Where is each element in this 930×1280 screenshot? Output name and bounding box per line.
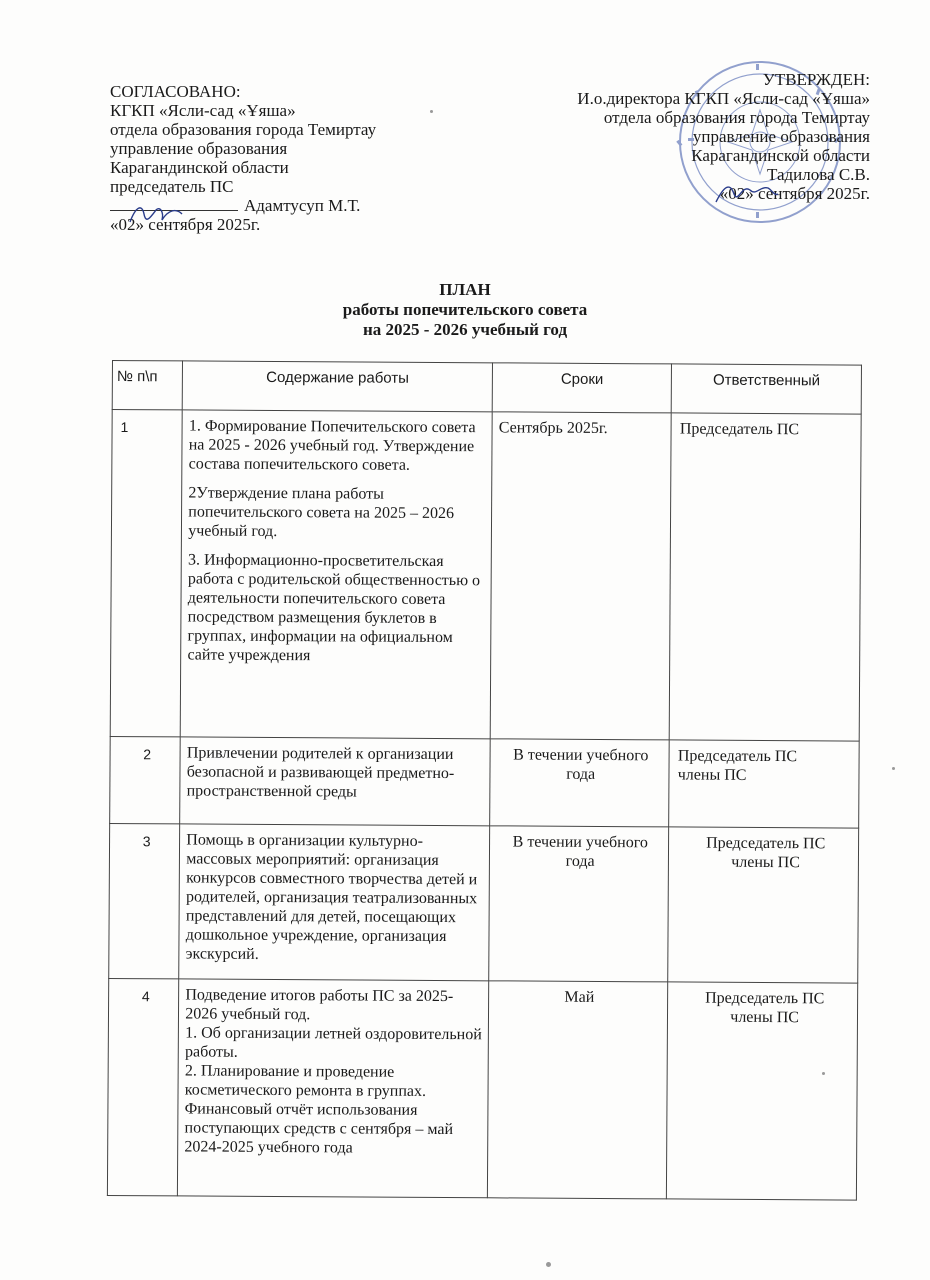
row-content — [178, 979, 489, 1198]
agreed-line: председатель ПС — [110, 177, 234, 196]
approved-signer: Тадилова С.В. — [766, 165, 870, 184]
agreed-block — [110, 82, 440, 234]
responsible-line: Председатель ПС — [679, 420, 800, 439]
table-row — [110, 736, 860, 828]
content-paragraph: Привлечении родителей к организации безопасной и развивающей предметно-пространственной среды — [186, 744, 455, 801]
plan-table — [107, 360, 862, 1201]
approved-date: «02» сентября 2025г. — [719, 184, 870, 203]
row-responsible — [668, 827, 859, 983]
scan-speck — [822, 1072, 825, 1075]
content-paragraph: 2. Планирование и проведение косметического ремонта в группах. — [184, 1062, 427, 1100]
scan-speck — [430, 110, 433, 113]
row-content — [179, 824, 490, 981]
approved-line: управление образования — [692, 127, 870, 146]
signature-line — [110, 196, 238, 211]
responsible-line: члены ПС — [731, 853, 800, 872]
table-row — [110, 410, 861, 742]
row-deadline: В течении учебного года — [489, 826, 669, 982]
agreed-signer: Адамтусуп М.Т. — [244, 196, 361, 215]
agreed-line: отдела образования города Темиртау — [110, 120, 377, 139]
approved-heading: УТВЕРЖДЕН: — [762, 70, 870, 89]
approved-block — [510, 70, 870, 203]
responsible-line: члены ПС — [730, 1008, 800, 1027]
header-number: № п\п — [112, 361, 183, 410]
header-responsible: Ответственный — [671, 364, 861, 414]
content-paragraph: Финансовый отчёт использования поступающих средств с сентября – май 2024-2025 учебного года — [184, 1100, 454, 1157]
content-paragraph: 1. Об организации летней оздоровительной работы. — [184, 1024, 482, 1061]
row-responsible — [667, 982, 858, 1200]
agreed-heading: СОГЛАСОВАНО: — [110, 82, 241, 101]
header-content: Содержание работы — [182, 361, 492, 412]
row-deadline: В течении учебного года — [490, 739, 670, 827]
agreed-signer-line — [110, 196, 440, 215]
row-number: 1 — [110, 410, 182, 737]
scan-speck — [546, 1262, 551, 1267]
content-paragraph: Помощь в организации культурно-массовых мероприятий: организация конкурсов совместного творчества детей и родителей, организация театрализованных представлений для детей, посещающих дошкольное учреждение, организация экскурсий. — [185, 831, 478, 963]
row-number: 3 — [109, 823, 180, 978]
responsible-line: Председатель ПС — [706, 834, 826, 853]
scan-speck — [892, 767, 895, 770]
approved-line: Карагандинской области — [691, 146, 870, 165]
table-row — [109, 823, 859, 983]
header-deadline: Сроки — [492, 363, 671, 413]
row-deadline: Сентябрь 2025г. — [490, 412, 671, 740]
approved-line: И.о.директора КГКП «Ясли-сад «Ұяша» — [577, 89, 870, 108]
table-header-row — [112, 361, 861, 415]
approved-line: отдела образования города Темиртау — [603, 108, 870, 127]
responsible-line: члены ПС — [677, 766, 747, 784]
content-paragraph: 1. Формирование Попечительского совета на 2025 - 2026 учебный год. Утверждение состава попечительского совета. — [188, 417, 476, 474]
content-paragraph: 3. Информационно-просветительская работа с родительской общественностью о деятельности попечительского совета посредством размещения буклетов в группах, информации на официальном сайте учреждения — [187, 551, 481, 665]
row-deadline: Май — [488, 981, 668, 1199]
responsible-line: Председатель ПС — [705, 989, 825, 1008]
table-row — [107, 978, 857, 1200]
title-line: работы попечительского совета — [342, 300, 588, 319]
agreed-date: «02» сентября 2025г. — [110, 215, 261, 234]
row-responsible — [669, 413, 861, 741]
row-responsible — [669, 740, 859, 828]
content-paragraph: 2Утверждение плана работы попечительского совета на 2025 – 2026 учебный год. — [188, 484, 455, 541]
title-line: ПЛАН — [439, 280, 491, 299]
agreed-line: Карагандинской области — [110, 158, 289, 177]
title-line: на 2025 - 2026 учебный год — [362, 320, 568, 339]
responsible-line: Председатель ПС — [677, 747, 798, 766]
agreed-line: управление образования — [110, 139, 288, 158]
row-number: 2 — [110, 736, 181, 823]
row-number: 4 — [107, 978, 179, 1195]
plan-title — [0, 280, 930, 340]
content-paragraph: Подведение итогов работы ПС за 2025-2026 учебный год. — [185, 986, 454, 1024]
agreed-line: КГКП «Ясли-сад «Ұяша» — [110, 101, 296, 120]
row-content — [180, 737, 490, 826]
row-content — [180, 410, 492, 739]
